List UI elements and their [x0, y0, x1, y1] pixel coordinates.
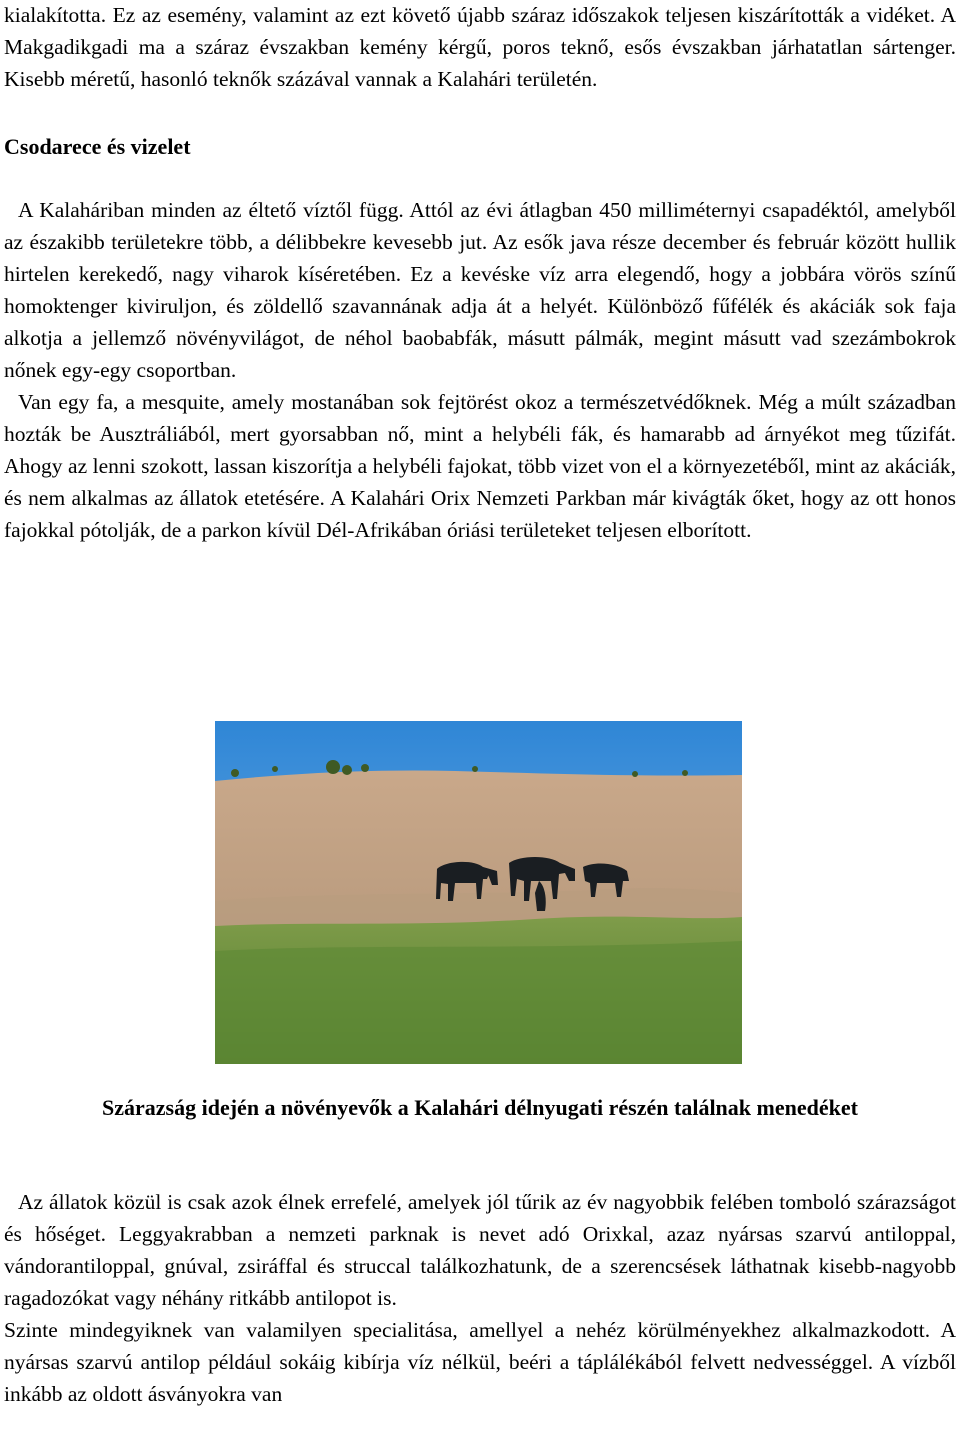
body-paragraph-1: A Kalaháriban minden az éltető víztől függ. Attól az évi átlagban 450 milliméternyi csapadéktól, amelyből az északibb területekre több, a délibbekre kevesebb jut. Az esők java része december és február között hullik hirtelen kerekedő, nagy viharok kíséretében. Ez a kevéske víz arra elegendő, hogy a jobbára vörös színű homoktenger kiviruljon, és zöldellő szavannának adja át a helyét. Különböző fűfélék és akáciák sok faja alkotja a jellemző növényvilágot, de néhol baobabfák, másutt pálmák, megint másutt vad szezámbokrok nőnek egy-egy csoportban. — [4, 198, 956, 382]
photo-caption: Szárazság idején a növényevők a Kalahári délnyugati részén találnak menedéket — [102, 1095, 858, 1120]
section-heading: Csodarece és vizelet — [4, 134, 191, 159]
body-paragraph-4: Szinte mindegyiknek van valamilyen specialitása, amellyel a nehéz körülményekhez alkalmazkodott. A nyársas szarvú antilop például sokáig kibírja víz nélkül, beéri a táplálékából felvett nedvességgel. A vízből inkább az oldott ásványokra van — [4, 1318, 956, 1406]
document-continuation — [4, 1186, 956, 1410]
intro-paragraph: kialakította. Ez az esemény, valamint az ezt követő újabb száraz időszakok teljesen kiszárították a vidéket. A Makgadikgadi ma a száraz évszakban kemény kérgű, poros teknő, esős évszakban járhatatlan sártenger. Kisebb méretű, hasonló teknők százával vannak a Kalahári területén. — [4, 3, 956, 91]
body-paragraph-3: Az állatok közül is csak azok élnek errefelé, amelyek jól tűrik az év nagyobbik felében tomboló szárazságot és hőséget. Leggyakrabban a nemzeti parknak is nevet adó Orixkal, azaz nyársas szarvú antiloppal, vándorantiloppal, gnúval, zsiráffal és struccal találkozhatunk, de a szerencsések láthatnak kisebb-nagyobb ragadozókat vagy néhány ritkább antilopot is. — [4, 1190, 956, 1310]
body-paragraph-2: Van egy fa, a mesquite, amely mostanában sok fejtörést okoz a természetvédőknek. Még a múlt században hozták be Ausztráliából, mert gyorsabban nő, mint a helybéli fák, és hamarabb ad árnyékot meg tűzifát. Ahogy az lenni szokott, lassan kiszorítja a helybéli fajokat, több vizet von el a környezetéből, mint az akáciák, és nem alkalmas az állatok etetésére. A Kalahári Orix Nemzeti Parkban már kivágták őket, hogy az ott honos fajokkal pótolják, de a parkon kívül Dél-Afrikában óriási területeket teljesen elborított. — [4, 390, 956, 542]
document-page — [4, 0, 956, 546]
wildebeest-savanna-photo — [215, 721, 742, 1064]
